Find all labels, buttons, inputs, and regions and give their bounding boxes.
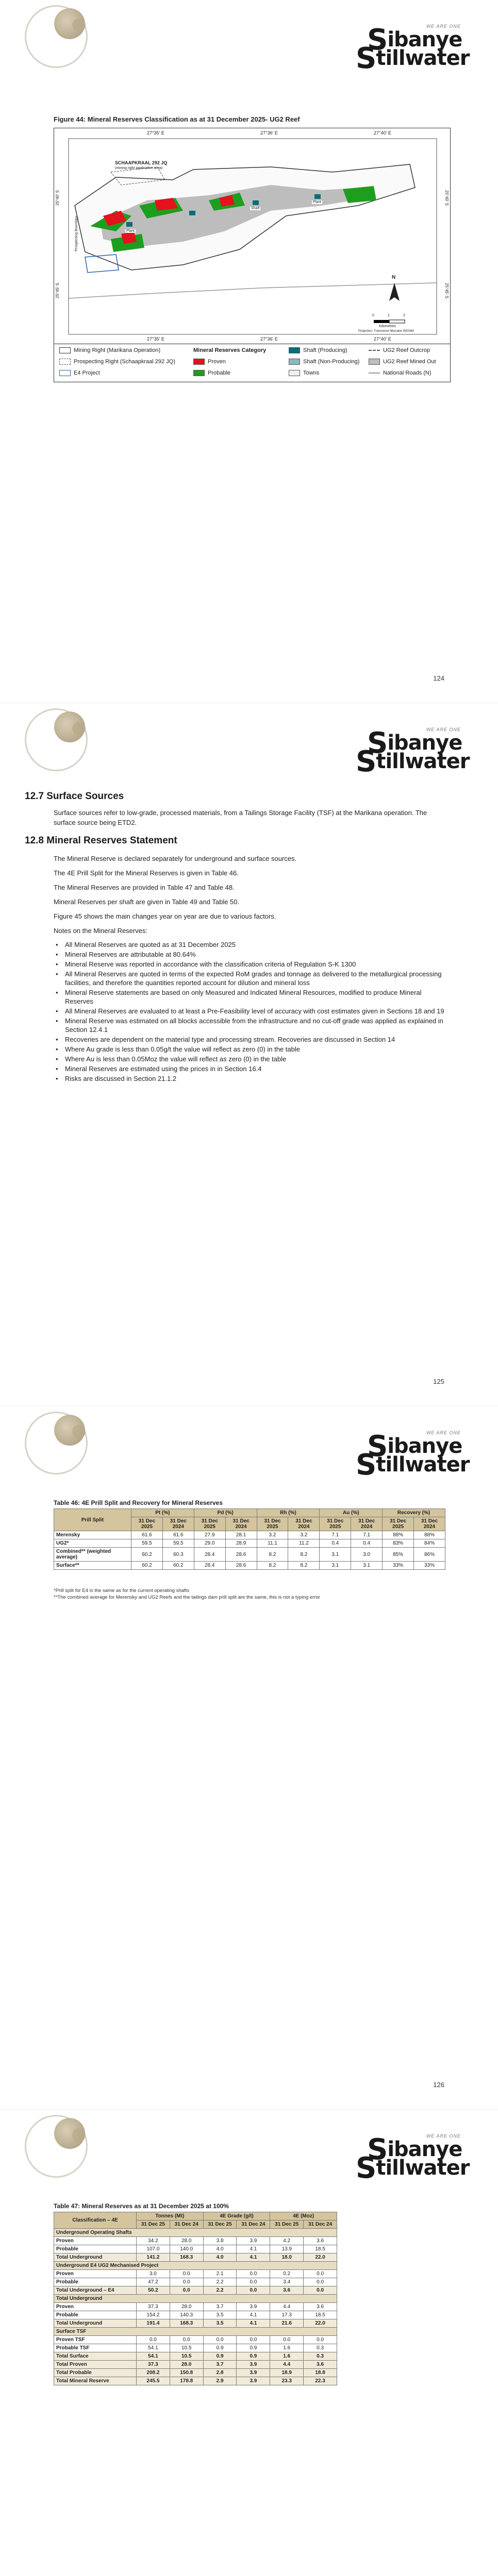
table-cell: 168.3 bbox=[170, 2319, 203, 2328]
legend-category-head: Mineral Reserves Category bbox=[193, 347, 267, 353]
logo-word-stillwater: Stillwater bbox=[356, 42, 470, 75]
row-label: Proven bbox=[54, 2270, 137, 2278]
table-cell: 50.2 bbox=[137, 2286, 170, 2295]
table-cell: 0.0 bbox=[237, 2278, 270, 2286]
row-label: Probable bbox=[54, 2245, 137, 2253]
shaft-2 bbox=[189, 211, 195, 215]
mineral-reserves-table bbox=[54, 2212, 337, 2385]
table-cell: 0.0 bbox=[170, 2270, 203, 2278]
sibanye-stillwater-logo: WE ARE ONE Sibanye Stillwater bbox=[356, 726, 470, 778]
table-cell: 2.8 bbox=[203, 2369, 237, 2377]
table-cell: 8.2 bbox=[257, 1562, 288, 1570]
table-cell: 2.1 bbox=[203, 2270, 237, 2278]
legend-prospecting-right: Prospecting Right (Schaapkraal 292 JQ) bbox=[59, 359, 175, 365]
table-cell: 3.9 bbox=[237, 2237, 270, 2245]
col-prill-split: Prill Split bbox=[54, 1509, 131, 1531]
table-cell: 60.2 bbox=[131, 1548, 163, 1562]
row-label: Probable bbox=[54, 2311, 137, 2319]
table-cell: 0.0 bbox=[203, 2336, 237, 2344]
table-cell: 2.2 bbox=[203, 2278, 237, 2286]
table-cell: 60.2 bbox=[162, 1562, 194, 1570]
row-label: Proven bbox=[54, 2237, 137, 2245]
date-header: 31 Dec 2025 bbox=[257, 1517, 288, 1531]
table-cell: 8.2 bbox=[257, 1548, 288, 1562]
page-125 bbox=[0, 703, 498, 1406]
scale-label: Kilometres bbox=[379, 325, 396, 328]
page-number: 124 bbox=[433, 674, 444, 682]
table-cell: 4.0 bbox=[203, 2245, 237, 2253]
table-cell: 0.9 bbox=[237, 2352, 270, 2361]
table-cell: 107.0 bbox=[137, 2245, 170, 2253]
date-header: 31 Dec 2025 bbox=[383, 1517, 414, 1531]
col-pt: Pt (%) bbox=[131, 1509, 194, 1517]
north-label: N bbox=[392, 275, 396, 280]
list-item: • Mineral Reserve was reported in accordance with the classification criteria of Regulation S-K 1300 bbox=[54, 960, 445, 969]
table-cell: 8.2 bbox=[288, 1562, 320, 1570]
table-cell: 3.2 bbox=[288, 1531, 320, 1539]
table-cell: 21.6 bbox=[270, 2319, 304, 2328]
section-row bbox=[54, 2262, 337, 2270]
table-cell: 88% bbox=[383, 1531, 414, 1539]
table-cell: 154.2 bbox=[137, 2311, 170, 2319]
map-graphic bbox=[54, 128, 451, 345]
table-row bbox=[54, 2369, 337, 2377]
coord-top-3: 27°40' E bbox=[374, 130, 391, 135]
table-cell: 3.0 bbox=[351, 1548, 383, 1562]
table-cell: 0.3 bbox=[304, 2344, 337, 2352]
date-header: 31 Dec 2024 bbox=[162, 1517, 194, 1531]
date-header: 31 Dec 25 bbox=[137, 2221, 170, 2229]
table-cell: 0.9 bbox=[237, 2344, 270, 2352]
table-cell: 0.0 bbox=[170, 2336, 203, 2344]
block-label-3: Plant bbox=[313, 200, 321, 204]
date-header: 31 Dec 2024 bbox=[225, 1517, 257, 1531]
logo-tagline: WE ARE ONE bbox=[426, 24, 461, 29]
date-header: 31 Dec 25 bbox=[203, 2221, 237, 2229]
table-row bbox=[54, 1539, 445, 1548]
col-au: Au (%) bbox=[320, 1509, 383, 1517]
section-label: Surface TSF bbox=[54, 2328, 337, 2336]
row-label: Probable bbox=[54, 2278, 137, 2286]
date-header: 31 Dec 2024 bbox=[414, 1517, 445, 1531]
col-classification: Classification – 4E bbox=[54, 2212, 137, 2229]
coord-bottom-1: 27°35' E bbox=[147, 336, 164, 342]
scale-tick-2: 2 bbox=[403, 314, 405, 317]
table-cell: 3.4 bbox=[270, 2278, 304, 2286]
table-cell: 23.3 bbox=[270, 2377, 304, 2385]
legend-national-roads: National Roads (N) bbox=[369, 370, 431, 376]
table-cell: 140.0 bbox=[170, 2245, 203, 2253]
table-cell: 3.7 bbox=[203, 2361, 237, 2369]
legend-shaft-producing: Shaft (Producing) bbox=[289, 347, 347, 353]
table-cell: 0.4 bbox=[320, 1539, 351, 1548]
table-cell: 3.6 bbox=[270, 2286, 304, 2295]
table-row bbox=[54, 2253, 337, 2262]
list-item: • All Mineral Reserves are evaluated to at least a Pre-Feasibility level of accuracy with cost estimates given in Sections 18 and 19 bbox=[54, 1007, 445, 1015]
scale-segment-2 bbox=[389, 320, 405, 323]
table-cell: 3.0 bbox=[137, 2270, 170, 2278]
table-cell: 28.0 bbox=[170, 2361, 203, 2369]
table-cell: 178.8 bbox=[170, 2377, 203, 2385]
row-label: Total Mineral Reserve bbox=[54, 2377, 137, 2385]
list-item: • Mineral Reserve statements are based on only Measured and Indicated Mineral Resources, modified to produce Mineral Reserves bbox=[54, 988, 445, 1006]
coord-left-2: 25°45' S bbox=[55, 283, 60, 299]
table-cell: 4.1 bbox=[237, 2319, 270, 2328]
col-moz: 4E (Moz) bbox=[270, 2212, 337, 2221]
table-cell: 22.0 bbox=[304, 2253, 337, 2262]
table-cell: 0.0 bbox=[137, 2336, 170, 2344]
coord-bottom-2: 27°36' E bbox=[260, 336, 278, 342]
table-cell: 22.3 bbox=[304, 2377, 337, 2385]
table-cell: 85% bbox=[383, 1548, 414, 1562]
table-cell: 0.0 bbox=[170, 2278, 203, 2286]
table-cell: 0.0 bbox=[237, 2286, 270, 2295]
table-cell: 11.2 bbox=[288, 1539, 320, 1548]
table-cell: 28.0 bbox=[170, 2303, 203, 2311]
table-row bbox=[54, 2286, 337, 2295]
list-item: • Mineral Reserve was estimated on all blocks accessible from the infrastructure and no cut-off grade was applied as explained in Section 12.4.1 bbox=[54, 1016, 445, 1034]
page-124 bbox=[0, 0, 498, 703]
table-cell: 3.9 bbox=[237, 2361, 270, 2369]
table-cell: 27.9 bbox=[194, 1531, 225, 1539]
table-cell: 0.0 bbox=[270, 2336, 304, 2344]
col-grade: 4E Grade (g/t) bbox=[203, 2212, 270, 2221]
table-cell: 28.9 bbox=[225, 1539, 257, 1548]
table-cell: 4.4 bbox=[270, 2361, 304, 2369]
table-cell: 1.6 bbox=[270, 2344, 304, 2352]
table-cell: 88% bbox=[414, 1531, 445, 1539]
table-cell: 3.5 bbox=[203, 2311, 237, 2319]
table-cell: 1.6 bbox=[270, 2352, 304, 2361]
coord-right-1: 25°40' S bbox=[444, 190, 449, 206]
table-cell: 208.2 bbox=[137, 2369, 170, 2377]
table-cell: 47.2 bbox=[137, 2278, 170, 2286]
date-header: 31 Dec 2025 bbox=[320, 1517, 351, 1531]
section-label: Underground E4 UG2 Mechanised Project bbox=[54, 2262, 337, 2270]
table-row bbox=[54, 2319, 337, 2328]
table-cell: 0.0 bbox=[237, 2270, 270, 2278]
table-cell: 61.6 bbox=[131, 1531, 163, 1539]
paragraph-surface-sources: Surface sources refer to low-grade, processed materials, from a Tailings Storage Facility (TSF) at the Marikana operation. The surface source being ETD2. bbox=[54, 809, 427, 826]
table-cell: 3.7 bbox=[203, 2303, 237, 2311]
table-cell: 8.2 bbox=[288, 1548, 320, 1562]
table-cell: 3.9 bbox=[237, 2303, 270, 2311]
table-cell: 4.1 bbox=[237, 2245, 270, 2253]
table-cell: 54.1 bbox=[137, 2344, 170, 2352]
table-cell: 28.4 bbox=[194, 1548, 225, 1562]
legend-e4-project: E4 Project bbox=[59, 370, 100, 376]
table-cell: 3.9 bbox=[237, 2377, 270, 2385]
row-label: Total Underground bbox=[54, 2253, 137, 2262]
table-cell: 0.9 bbox=[203, 2352, 237, 2361]
table-cell: 0.0 bbox=[170, 2286, 203, 2295]
row-label: Proven TSF bbox=[54, 2336, 137, 2344]
heading-surface-sources: 12.7 Surface Sources bbox=[25, 791, 124, 802]
table-row bbox=[54, 2377, 337, 2385]
date-header: 31 Dec 2025 bbox=[131, 1517, 163, 1531]
table-row bbox=[54, 2361, 337, 2369]
table-cell: 18.5 bbox=[304, 2311, 337, 2319]
row-label: Probable TSF bbox=[54, 2344, 137, 2352]
table-cell: 28.6 bbox=[225, 1548, 257, 1562]
table-cell: 3.6 bbox=[304, 2303, 337, 2311]
shaft-1 bbox=[126, 222, 132, 227]
farm-label: SCHAAPKRAAL 292 JQ bbox=[115, 160, 168, 165]
table-cell: 4.0 bbox=[203, 2253, 237, 2262]
table-cell: 3.2 bbox=[257, 1531, 288, 1539]
section-row bbox=[54, 2328, 337, 2336]
list-item: • All Mineral Reserves are quoted as at 31 December 2025 bbox=[54, 940, 445, 949]
table-cell: 3.9 bbox=[237, 2369, 270, 2377]
decorative-gold-dot bbox=[72, 19, 86, 32]
row-label: Proven bbox=[54, 2303, 137, 2311]
north-arrow-icon bbox=[389, 283, 400, 301]
boundary-label: Prospecting Boundary bbox=[75, 216, 78, 251]
heading-reserves-statement: 12.8 Mineral Reserves Statement bbox=[25, 835, 177, 846]
figure-title: Figure 44: Mineral Reserves Classification as at 31 December 2025- UG2 Reef bbox=[54, 115, 300, 123]
table-cell: 4.1 bbox=[237, 2253, 270, 2262]
scale-tick-1: 1 bbox=[388, 314, 390, 317]
table-cell: 28.0 bbox=[170, 2237, 203, 2245]
reserves-notes-list bbox=[54, 940, 445, 1084]
block-label-2: Shaft bbox=[251, 207, 260, 210]
list-item: • Where Au is less than 0.05Moz the value will reflect as zero (0) in the table bbox=[54, 1055, 445, 1063]
paragraph-4: Mineral Reserves per shaft are given in Table 49 and Table 50. bbox=[54, 898, 240, 906]
table-cell: 28.1 bbox=[225, 1531, 257, 1539]
list-item: • All Mineral Reserves are quoted in terms of the expected RoM grades and tonnage as delivered to the metallurgical processing facilities, and therefore the quantities reported account for dilution and mineral loss bbox=[54, 970, 445, 987]
table-cell: 33% bbox=[383, 1562, 414, 1570]
table-cell: 0.0 bbox=[304, 2286, 337, 2295]
row-label: Total Surface bbox=[54, 2352, 137, 2361]
date-header: 31 Dec 24 bbox=[304, 2221, 337, 2229]
list-item: • Where Au grade is less than 0.05g/t the value will reflect as zero (0) in the table bbox=[54, 1045, 445, 1054]
footnote-1: *Prill split for E4 is the same as for the current operating shafts bbox=[54, 1588, 189, 1594]
table-47-title: Table 47: Mineral Reserves as at 31 December 2025 at 100% bbox=[54, 2202, 229, 2210]
table-cell: 18.8 bbox=[304, 2369, 337, 2377]
table-cell: 3.1 bbox=[351, 1562, 383, 1570]
table-cell: 83% bbox=[383, 1539, 414, 1548]
table-cell: 0.0 bbox=[237, 2336, 270, 2344]
table-cell: 34.2 bbox=[137, 2237, 170, 2245]
table-cell: 60.3 bbox=[162, 1548, 194, 1562]
legend-towns: Towns bbox=[289, 370, 319, 376]
col-recovery: Recovery (%) bbox=[383, 1509, 445, 1517]
scale-tick-0: 0 bbox=[372, 314, 374, 317]
paragraph-2: The 4E Prill Split for the Mineral Reserves is given in Table 46. bbox=[54, 869, 239, 877]
table-cell: 3.1 bbox=[320, 1562, 351, 1570]
section-row bbox=[54, 2229, 337, 2237]
prill-split-table bbox=[54, 1509, 445, 1570]
table-cell: 18.9 bbox=[270, 2369, 304, 2377]
table-cell: 54.1 bbox=[137, 2352, 170, 2361]
page-number: 125 bbox=[433, 1378, 444, 1385]
table-row bbox=[54, 2303, 337, 2311]
date-header: 31 Dec 25 bbox=[270, 2221, 304, 2229]
table-cell: 2.9 bbox=[203, 2377, 237, 2385]
footnote-2: **The combined average for Merensky and UG2 Reefs and the tailings dam prill split are the same, this is not a typing error bbox=[54, 1595, 320, 1600]
table-cell: 33% bbox=[414, 1562, 445, 1570]
table-row bbox=[54, 2270, 337, 2278]
table-cell: 11.1 bbox=[257, 1539, 288, 1548]
table-cell: 245.5 bbox=[137, 2377, 170, 2385]
decorative-gold-dot bbox=[72, 722, 86, 735]
col-rh: Rh (%) bbox=[257, 1509, 320, 1517]
section-row bbox=[54, 2295, 337, 2303]
farm-sublabel: (mining right application area) bbox=[115, 166, 163, 170]
table-row bbox=[54, 2336, 337, 2344]
table-row bbox=[54, 2245, 337, 2253]
table-cell: 13.9 bbox=[270, 2245, 304, 2253]
logo-word-sibanye: Sibanye bbox=[367, 23, 462, 57]
map-legend bbox=[54, 344, 451, 382]
decorative-gold-dot bbox=[72, 2128, 86, 2142]
row-label: Combined** (weighted average) bbox=[54, 1548, 131, 1562]
table-cell: 10.5 bbox=[170, 2344, 203, 2352]
table-cell: 4.4 bbox=[270, 2303, 304, 2311]
projection-label: Projection: Transverse Mercator WGS84 bbox=[358, 330, 414, 333]
table-cell: 0.3 bbox=[304, 2352, 337, 2361]
coord-top-1: 27°35' E bbox=[147, 130, 164, 135]
coord-bottom-3: 27°40' E bbox=[374, 336, 391, 342]
national-road bbox=[69, 283, 437, 298]
legend-reef-mined-out: UG2 Reef Mined Out bbox=[369, 359, 436, 365]
page-126 bbox=[0, 1406, 498, 2110]
table-row bbox=[54, 2352, 337, 2361]
legend-reef-outcrop: UG2 Reef Outcrop bbox=[369, 347, 430, 353]
row-label: Total Probable bbox=[54, 2369, 137, 2377]
table-cell: 0.0 bbox=[304, 2336, 337, 2344]
table-cell: 3.8 bbox=[203, 2237, 237, 2245]
table-cell: 3.6 bbox=[304, 2237, 337, 2245]
list-item: • Recoveries are dependent on the material type and processing stream. Recoveries are discussed in Section 14 bbox=[54, 1035, 445, 1044]
table-cell: 29.0 bbox=[194, 1539, 225, 1548]
table-cell: 28.4 bbox=[194, 1562, 225, 1570]
table-row bbox=[54, 2278, 337, 2286]
table-cell: 2.2 bbox=[203, 2286, 237, 2295]
table-cell: 4.2 bbox=[270, 2237, 304, 2245]
table-cell: 10.5 bbox=[170, 2352, 203, 2361]
legend-probable: Probable bbox=[193, 370, 230, 376]
table-cell: 18.0 bbox=[270, 2253, 304, 2262]
table-cell: 141.2 bbox=[137, 2253, 170, 2262]
table-row bbox=[54, 2311, 337, 2319]
table-cell: 84% bbox=[414, 1539, 445, 1548]
paragraph-3: The Mineral Reserves are provided in Table 47 and Table 48. bbox=[54, 884, 235, 891]
table-cell: 3.6 bbox=[304, 2361, 337, 2369]
table-cell: 7.1 bbox=[351, 1531, 383, 1539]
page-number: 126 bbox=[433, 2081, 444, 2089]
date-header: 31 Dec 2024 bbox=[288, 1517, 320, 1531]
section-label: Underground Operating Shafts bbox=[54, 2229, 337, 2237]
table-cell: 61.6 bbox=[162, 1531, 194, 1539]
table-cell: 0.0 bbox=[304, 2278, 337, 2286]
coord-left-1: 25°40' S bbox=[55, 190, 60, 206]
row-label: Surface** bbox=[54, 1562, 131, 1570]
sibanye-stillwater-logo bbox=[346, 24, 470, 75]
table-cell: 0.0 bbox=[304, 2270, 337, 2278]
table-cell: 168.3 bbox=[170, 2253, 203, 2262]
table-row bbox=[54, 1562, 445, 1570]
table-cell: 140.3 bbox=[170, 2311, 203, 2319]
row-label: Merensky bbox=[54, 1531, 131, 1539]
table-cell: 17.3 bbox=[270, 2311, 304, 2319]
col-pd: Pd (%) bbox=[194, 1509, 257, 1517]
table-row bbox=[54, 1531, 445, 1539]
table-cell: 150.8 bbox=[170, 2369, 203, 2377]
coord-top-2: 27°36' E bbox=[260, 130, 278, 135]
table-cell: 7.1 bbox=[320, 1531, 351, 1539]
table-cell: 59.5 bbox=[131, 1539, 163, 1548]
table-46-title: Table 46: 4E Prill Split and Recovery for Mineral Reserves bbox=[54, 1499, 223, 1506]
legend-mining-right: Mining Right (Marikana Operation) bbox=[59, 347, 160, 353]
date-header: 31 Dec 2024 bbox=[351, 1517, 383, 1531]
legend-proven: Proven bbox=[193, 359, 226, 365]
col-tonnes: Tonnes (Mt) bbox=[137, 2212, 204, 2221]
table-cell: 3.1 bbox=[320, 1548, 351, 1562]
date-header: 31 Dec 2025 bbox=[194, 1517, 225, 1531]
list-item: • Risks are discussed in Section 21.1.2 bbox=[54, 1074, 445, 1083]
paragraph-5: Figure 45 shows the main changes year on year are due to various factors. bbox=[54, 912, 276, 920]
list-item: • Mineral Reserves are attributable at 80.64% bbox=[54, 950, 445, 959]
table-cell: 37.3 bbox=[137, 2361, 170, 2369]
row-label: UG2* bbox=[54, 1539, 131, 1548]
date-header: 31 Dec 24 bbox=[170, 2221, 203, 2229]
table-cell: 60.2 bbox=[131, 1562, 163, 1570]
coord-right-2: 25°45' S bbox=[444, 283, 449, 299]
shaft-4 bbox=[314, 194, 321, 199]
table-row bbox=[54, 2237, 337, 2245]
row-label: Total Underground – E4 bbox=[54, 2286, 137, 2295]
table-cell: 0.4 bbox=[351, 1539, 383, 1548]
table-cell: 0.9 bbox=[203, 2344, 237, 2352]
page-127 bbox=[0, 2110, 498, 2576]
scale-segment-1 bbox=[374, 320, 389, 323]
row-label: Total Underground bbox=[54, 2319, 137, 2328]
decorative-gold-dot bbox=[72, 1425, 86, 1438]
row-label: Total Proven bbox=[54, 2361, 137, 2369]
paragraph-1: The Mineral Reserve is declared separately for underground and surface sources. bbox=[54, 855, 297, 862]
shaft-3 bbox=[253, 200, 259, 205]
section-label: Total Underground bbox=[54, 2295, 337, 2303]
table-cell: 86% bbox=[414, 1548, 445, 1562]
table-row bbox=[54, 2344, 337, 2352]
table-cell: 0.2 bbox=[270, 2270, 304, 2278]
table-cell: 59.5 bbox=[162, 1539, 194, 1548]
table-cell: 18.5 bbox=[304, 2245, 337, 2253]
list-item: • Mineral Reserves are estimated using the prices in in Section 16.4 bbox=[54, 1064, 445, 1073]
table-cell: 22.0 bbox=[304, 2319, 337, 2328]
legend-shaft-non-producing: Shaft (Non-Producing) bbox=[289, 359, 359, 365]
table-cell: 3.5 bbox=[203, 2319, 237, 2328]
paragraph-6: Notes on the Mineral Reserves: bbox=[54, 927, 148, 935]
table-cell: 191.4 bbox=[137, 2319, 170, 2328]
sibanye-stillwater-logo: WE ARE ONE Sibanye Stillwater bbox=[356, 1430, 470, 1482]
sibanye-stillwater-logo: WE ARE ONE Sibanye Stillwater bbox=[356, 2133, 470, 2185]
table-row bbox=[54, 1548, 445, 1562]
table-cell: 37.3 bbox=[137, 2303, 170, 2311]
reserves-map bbox=[54, 128, 451, 344]
date-header: 31 Dec 24 bbox=[237, 2221, 270, 2229]
table-cell: 28.6 bbox=[225, 1562, 257, 1570]
block-label-1: Plant bbox=[126, 229, 135, 233]
table-cell: 4.1 bbox=[237, 2311, 270, 2319]
